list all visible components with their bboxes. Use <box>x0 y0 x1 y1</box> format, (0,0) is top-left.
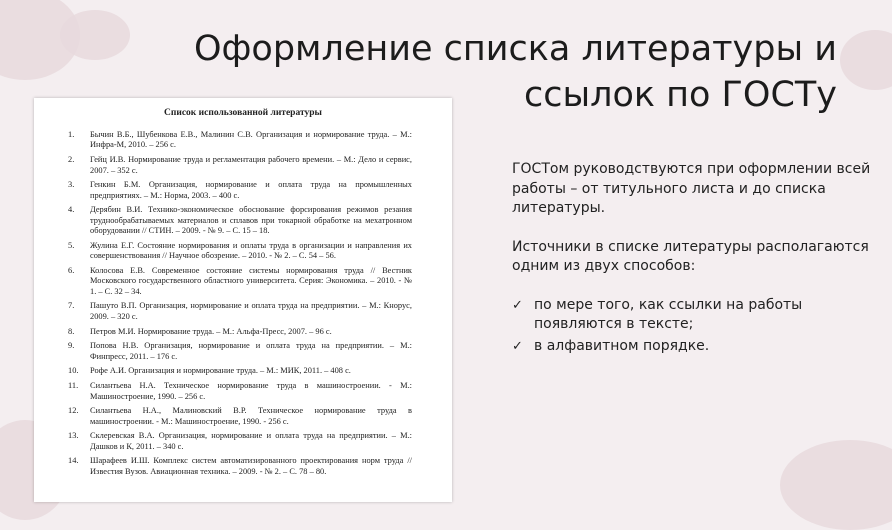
reference-item <box>34 130 452 151</box>
reference-text: Силантьева Н.А. Техническое нормирование труда в машиностроении. - М.: Машиностроение, 1990. – 256 с. <box>90 381 412 401</box>
reference-item <box>34 155 452 176</box>
paragraph-gost: ГОСТом руководствуются при оформлении всей работы – от титульного листа и до списка литературы. <box>512 161 871 216</box>
bullet-text: по мере того, как ссылки на работы появляются в тексте; <box>534 296 803 332</box>
reference-list <box>34 130 452 477</box>
reference-text: Пашуто В.П. Организация, нормирование и оплата труда на предприятии. – М.: Кнорус, 2009. – 320 с. <box>90 301 412 321</box>
reference-item <box>34 431 452 452</box>
reference-text: Силантьева Н.А., Малиновский В.Р. Техническое нормирование труда в машиностроении. - М.: Машиностроение, 1990. - 256 с. <box>90 406 412 426</box>
reference-text: Дерябин В.И. Технико-экономическое обоснование форсирования режимов резания труднообрабатываемых материалов и сплавов при токарной обработке на мехатронном оборудовании // СТИН. – 2009. - № 9. – С. 15 – 18. <box>90 205 412 236</box>
reference-item <box>34 301 452 322</box>
slide-title-line-2: ссылок по ГОСТу <box>523 75 837 115</box>
bullet-text: в алфавитном порядке. <box>534 337 710 354</box>
reference-text: Попова Н.В. Организация, нормирование и оплата труда на предприятии. – М.: Финпресс, 2011. – 176 с. <box>90 341 412 361</box>
reference-item <box>34 406 452 427</box>
paragraph-sources: Источники в списке литературы располагаются одним из двух способов: <box>512 238 869 274</box>
bullet-item <box>512 337 872 357</box>
decorative-blot <box>60 10 130 60</box>
decorative-blot <box>780 440 892 530</box>
reference-item <box>34 180 452 201</box>
reference-item <box>34 266 452 297</box>
reference-number: 5. <box>68 240 75 250</box>
checkmark-icon: ✓ <box>512 297 523 313</box>
reference-number: 12. <box>68 406 79 416</box>
reference-number: 4. <box>68 205 75 215</box>
reference-text: Гейц И.В. Нормирование труда и регламентация рабочего времени. – М.: Дело и сервис, 2007. – 352 с. <box>90 155 412 175</box>
reference-item <box>34 205 452 236</box>
reference-number: 11. <box>68 381 79 391</box>
reference-number: 9. <box>68 341 75 351</box>
reference-text: Генкин Б.М. Организация, нормирование и оплата труда на промышленных предприятиях. – М.: Норма, 2003. – 400 с. <box>90 180 412 200</box>
reference-number: 7. <box>68 301 75 311</box>
reference-item <box>34 456 452 477</box>
reference-text: Склеревская В.А. Организация, нормирование и оплата труда на предприятии. – М.: Дашков и К, 2011. – 340 с. <box>90 431 412 451</box>
reference-text: Бычин В.Б., Шубенкова Е.В., Малинин С.В. Организация и нормирование труда. – М.: Инфра-М, 2010. – 256 с. <box>90 130 412 150</box>
reference-text: Жулина Е.Г. Состояние нормирования и оплаты труда в организации и направления их совершенствования // Научное обозрение. – 2010. - № 2. – С. 54 – 56. <box>90 240 412 261</box>
reference-item <box>34 327 452 337</box>
reference-text: Шарафеев И.Ш. Комплекс систем автоматизированного проектирования норм труда // Известия Вузов. Авиационная техника. – 2009. - № 2. – С. 78 – 80. <box>90 456 412 476</box>
reference-item <box>34 241 452 262</box>
reference-item <box>34 381 452 402</box>
document-preview <box>34 98 452 502</box>
reference-number: 10. <box>68 366 79 376</box>
bullet-item <box>512 296 872 335</box>
reference-item <box>34 341 452 362</box>
reference-text: Петров М.И. Нормирование труда. – М.: Альфа-Пресс, 2007. – 96 с. <box>90 326 332 336</box>
reference-number: 6. <box>68 265 75 275</box>
reference-text: Рофе А.И. Организация и нормирование труда. – М.: МИК, 2011. – 408 с. <box>90 366 351 376</box>
reference-number: 13. <box>68 431 79 441</box>
bullet-list <box>512 296 872 357</box>
reference-number: 3. <box>68 180 75 190</box>
reference-number: 1. <box>68 130 75 139</box>
checkmark-icon: ✓ <box>512 338 523 354</box>
slide-title-line-1: Оформление списка литературы и <box>193 29 837 69</box>
document-heading: Список использованной литературы <box>164 108 322 118</box>
reference-number: 14. <box>68 456 79 466</box>
decorative-blot <box>840 30 892 90</box>
slide-body <box>512 160 872 358</box>
reference-text: Колосова Е.В. Современное состояние системы нормирования труда // Вестник Московского государственного областного университета. Серия: Экономика. – 2010. - № 1. – С. 32 – 34. <box>90 265 412 296</box>
reference-number: 8. <box>68 326 75 336</box>
reference-item <box>34 366 452 376</box>
reference-number: 2. <box>68 155 75 165</box>
